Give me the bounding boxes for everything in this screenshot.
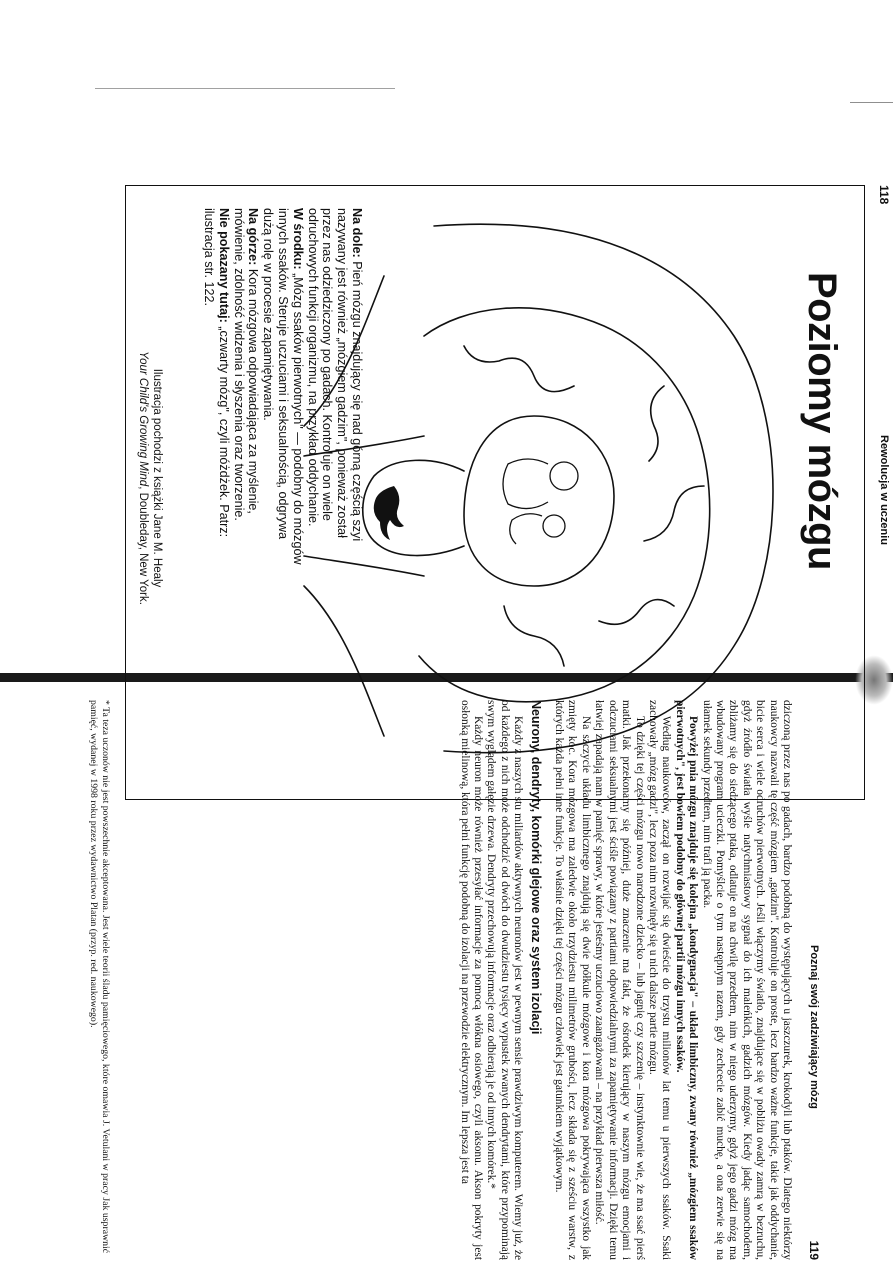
caption-text-hidden: „czwarty mózg", czyli móżdżek. Patrz: ilustracja str. 122. <box>202 208 231 538</box>
scan-artifact-line <box>850 102 893 103</box>
right-page <box>33 700 823 1260</box>
footnote: * Ta teza uczonów nie jest powszechnie akceptowana. Jest wiele teorii śladu pamięciowego, które omawia J. Vetulani w pracy Jak usprawnić pamięć, wydanej w 1998 roku przez wydawnictwo Platan (przyp. red. naukowego). <box>88 700 111 1254</box>
caption-label-middle: W środku: <box>290 208 305 270</box>
caption-text-middle: „Mózg ssaków pierwotnych" — podobny do mózgów innych ssaków. Steruje uczuciami i seksualnością, odgrywa dużą rolę w procesie zapamiętywania. <box>261 208 305 565</box>
figure-title: Poziomy mózgu <box>800 272 844 570</box>
running-head-title: Rewolucja w uczeniu <box>878 435 890 546</box>
limbic-outline <box>464 416 614 586</box>
paragraph: dziczoną przez nas po gadach, bardzo podobną do występujących u jaszczurek, krokodyli lub ptaków. Dlatego niektórzy naukowcy nazwali tę część mózgiem „gadzim". Kontroluje on proste, lecz bardzo ważne funkcje, takie jak oddychanie, bicie serca i wiele odruchów pierwotnych. Jeśli włączymy światło, znajdujące się w pobliżu owady zamrą w bezruchu, gdyż źródło światła wyśle natychmiastowy sygnał do ich maleńkich, gadzich mózgów. Kiedy jadąc samochodem, zbliżamy się do siedzącego ptaka, odlatuje on na chwilę przedtem, nim w niego uderzymy, gdyż jego gadzi mózg ma wbudowany program ucieczki. Pomyślcie o tym następnym razem, gdy zechcecie zabić muchę, a ona zerwie się na ułamek sekundy przedtem, nim trafi ją packa. <box>700 700 793 1260</box>
body-text <box>457 700 793 1260</box>
figure-caption <box>201 208 364 568</box>
caption-text-top: Kora mózgowa odpowiadająca za myślenie, mówienie, zdolność widzenia i słyszenia oraz tworzenie. <box>231 208 261 521</box>
running-head-title: Poznaj swój zadziwiający mózg <box>808 945 820 1109</box>
right-running-head <box>801 700 823 1260</box>
mother-child-icon <box>503 459 578 544</box>
credit-publisher: , Doubleday, New York. <box>137 486 149 605</box>
skull-outline <box>434 224 773 753</box>
paragraph-bold: Powyżej pnia mózgu znajduje się kolejna „kondygnacja" – układ limbiczny, zwany również „mózgiem ssaków pierwotnych", jest bowiem podobny do głównej partii mózgu innych ssaków. <box>673 700 700 1260</box>
left-running-head <box>871 185 893 840</box>
paragraph: Każdy neuron może również przesyłać informacje za pomocą włókna osiowego, czyli aksonu. Akson pokryty jest osłonką mielinową, która pełni funkcję podobną do izolacji na przewodzie elektrycznym. Im lepsza jest ta <box>458 700 485 1260</box>
credit-book-title: Your Child's Growing Mind <box>137 351 149 487</box>
paragraph: Każdy z naszych stu miliardów aktywnych neuronów jest w pewnym sensie prawdziwym komputerem. Wiemy już, że od każdego z nich może odchodzić od dwóch do dwudziestu tysięcy wypustek zwanych dendrytami, które przypominają swym wyglądem gałęzie drzewa. Dendryty przechowują informacje oraz odbierają je od innych komórek.* <box>485 700 525 1260</box>
lizard-icon <box>374 486 404 540</box>
paragraph: Według naukowców, zaczął on rozwijać się dwieście do trzystu milionów lat temu u pierwszych ssaków. Ssaki zachowały „mózg gadzi", lecz poza nim rozwinęły się u nich dalsze partie mózgu. <box>646 700 673 1260</box>
cortex-folds <box>464 346 704 666</box>
cortex-outline <box>419 308 710 702</box>
caption-text-bottom: Pień mózgu znajdujący się nad górną częścią szyi nazywany jest również „mózgiem gadzim", ponieważ został przez nas odziedziczony po gadach. Kontroluje on wiele odruchowych funkcji organizmu, na przykład oddychanie. <box>305 208 364 542</box>
paragraph: To dzięki tej części mózgu nowo narodzone dziecko – lub jagnię czy szczenię – instynktownie wie, że ma ssać pierś matki. Jak przekonamy się później, duże znaczenie ma fakt, że ośrodek kierujący w naszym mózgu emocjami i odczuciami seksualnymi jest ściśle powiązany z partiami odpowiedzialnymi za zapamiętywanie informacji. Dzięki temu łatwiej zapadają nam w pamięć sprawy, w które jesteśmy uczuciowo zaangażowani – na przykład pierwsza miłość. <box>593 700 646 1260</box>
section-heading: Neurony, dendryty, komórki glejowe oraz system izolacji <box>528 700 543 1035</box>
scan-artifact-line <box>95 88 395 89</box>
page-number: 119 <box>807 1240 821 1260</box>
credit-line-1: Ilustracja pochodzi z książki Jane M. Healy <box>151 368 163 588</box>
caption-label-bottom: Na dole: <box>350 208 364 258</box>
caption-label-hidden: Nie pokazany tutaj: <box>216 208 231 323</box>
illustration-credit <box>136 208 164 748</box>
paragraph: Na szczycie układu limbicznego znajdują się dwie półkule mózgowe i kora mózgowa pokrywająca wszystko jak zmięty koc. Kora mózgowa ma zaledwie około trzydziestu milimetrów grubości, lecz składa się z sześciu warstw, z których każda pełni inne funkcje. To właśnie dzięki tej części mózgu człowiek jest gatunkiem wyjątkowym. <box>553 700 592 1260</box>
caption-label-top: Na górze: <box>246 208 261 266</box>
page-number: 118 <box>877 185 891 205</box>
